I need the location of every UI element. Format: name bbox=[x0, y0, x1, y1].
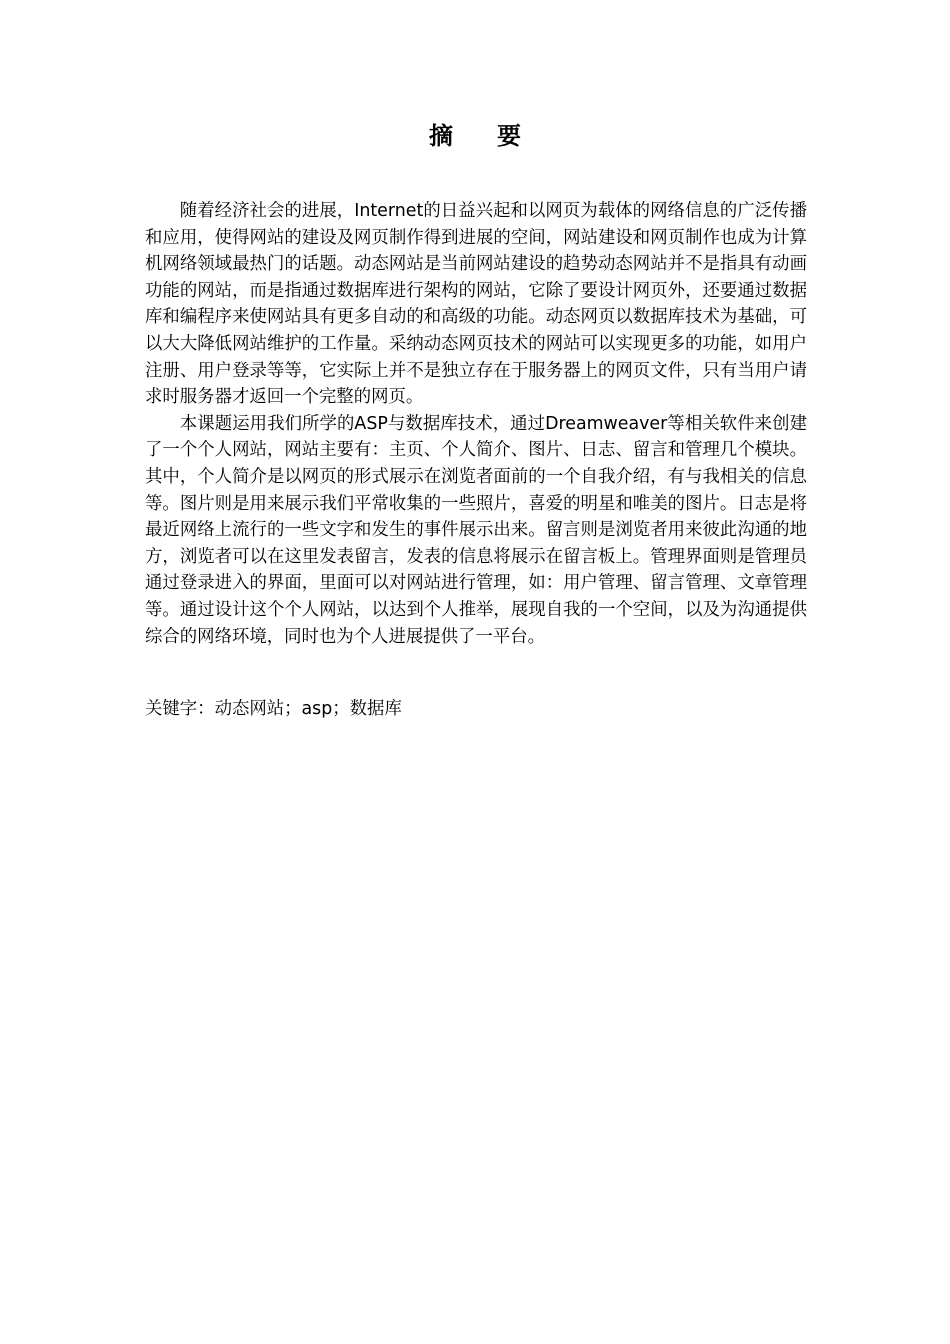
abstract-body bbox=[145, 198, 807, 650]
page-title: 摘要 bbox=[429, 122, 565, 150]
keywords-line: 关键字：动态网站；asp；数据库 bbox=[145, 699, 402, 719]
abstract-paragraph-1: 随着经济社会的进展，Internet的日益兴起和以网页为载体的网络信息的广泛传播和应用，使得网站的建设及网页制作得到进展的空间，网站建设和网页制作也成为计算机网络领域最热门的话题。动态网站是当前网站建设的趋势动态网站并不是指具有动画功能的网站，而是指通过数据库进行架构的网站，它除了要设计网页外，还要通过数据库和编程序来使网站具有更多自动的和高级的功能。动态网页以数据库技术为基础，可以大大降低网站维护的工作量。采纳动态网页技术的网站可以实现更多的功能，如用户注册、用户登录等等，它实际上并不是独立存在于服务器上的网页文件，只有当用户请求时服务器才返回一个完整的网页。 bbox=[145, 201, 807, 408]
abstract-paragraph-2: 本课题运用我们所学的ASP与数据库技术，通过Dreamweaver等相关软件来创建了一个个人网站，网站主要有：主页、个人简介、图片、日志、留言和管理几个模块。其中，个人简介是以网页的形式展示在浏览者面前的一个自我介绍，有与我相关的信息等。图片则是用来展示我们平常收集的一些照片，喜爱的明星和唯美的图片。日志是将最近网络上流行的一些文字和发生的事件展示出来。留言则是浏览者用来彼此沟通的地方，浏览者可以在这里发表留言，发表的信息将展示在留言板上。管理界面则是管理员通过登录进入的界面，里面可以对网站进行管理，如：用户管理、留言管理、文章管理等。通过设计这个个人网站，以达到个人推举，展现自我的一个空间，以及为沟通提供综合的网络环境，同时也为个人进展提供了一平台。 bbox=[145, 413, 807, 647]
